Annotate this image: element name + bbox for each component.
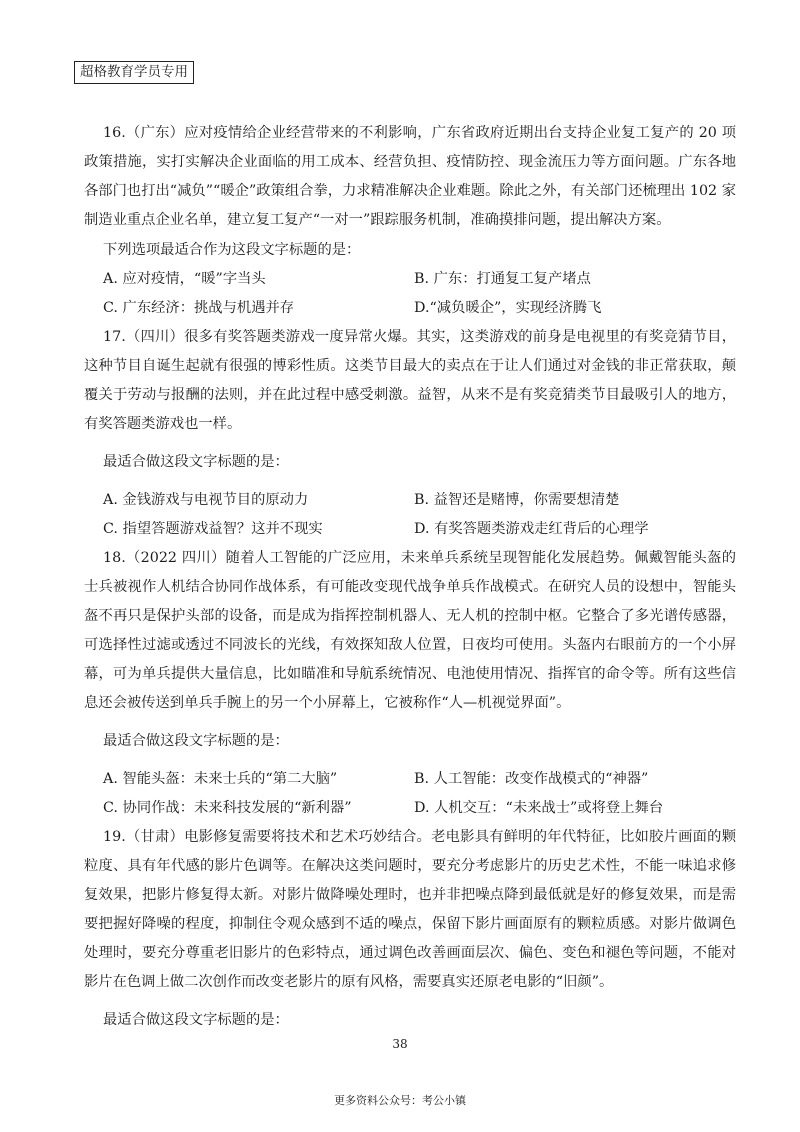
option-b: B. 广东：打通复工复产堵点 <box>414 271 591 287</box>
option-d: D.“减负暖企”，实现经济腾飞 <box>414 300 602 316</box>
question-16-options <box>103 265 736 323</box>
option-d: D. 人机交互：“未来战士”或将登上舞台 <box>414 800 664 816</box>
question-16-prompt: 下列选项最适合作为这段文字标题的是： <box>103 242 361 258</box>
question-18-options <box>103 765 736 823</box>
question-19-prompt: 最适合做这段文字标题的是： <box>103 1012 289 1028</box>
question-17-prompt: 最适合做这段文字标题的是： <box>103 454 289 470</box>
question-17-options <box>103 486 736 544</box>
question-17-text: 17.（四川）很多有奖答题类游戏一度异常火爆。其实，这类游戏的前身是电视里的有奖竞猜节目，这种节目自诞生起就有很强的博彩性质。这类节目最大的卖点在于让人们通过对金钱的非正常获取，颠覆关于劳动与报酬的法则，并在此过程中感受刺激。益智，从来不是有奖竞猜类节目最吸引人的地方，有奖答题类游戏也一样。 <box>84 329 736 432</box>
footer-text: 更多资料公众号：考公小镇 <box>334 1094 466 1107</box>
question-18-text: 18.（2022 四川）随着人工智能的广泛应用，未来单兵系统呈现智能化发展趋势。佩戴智能头盔的士兵被视作人机结合协同作战体系，有可能改变现代战争单兵作战模式。在研究人员的设想中，智能头盔不再只是保护头部的设备，而是成为指挥控制机器人、无人机的控制中枢。它整合了多光谱传感器，可选择性过滤或透过不同波长的光线，有效探知敌人位置，日夜均可使用。头盔内右眼前方的一个小屏幕，可为单兵提供大量信息，比如瞄准和导航系统情况、电池使用情况、指挥官的命令等。所有这些信息还会被传送到单兵手腕上的另一个小屏幕上，它被称作“人—机视觉界面”。 <box>84 550 736 711</box>
option-c: C. 协同作战：未来科技发展的“新利器” <box>103 800 352 816</box>
option-a: A. 智能头盔：未来士兵的“第二大脑” <box>103 771 338 787</box>
header-tag: 超格教育学员专用 <box>74 61 194 84</box>
option-b: B. 益智还是赌博，你需要想清楚 <box>414 492 620 508</box>
question-16-text: 16.（广东）应对疫情给企业经营带来的不利影响，广东省政府近期出台支持企业复工复产的 20 项政策措施，实打实解决企业面临的用工成本、经营负担、疫情防控、现金流压力等方面问题。广东各地各部门也打出“减负”“暖企”政策组合拳，力求精准解决企业难题。除此之外，有关部门还梳理出 102 家制造业重点企业名单，建立复工复产“一对一”跟踪服务机制，准确摸排问题，提出解决方案。 <box>84 125 736 228</box>
option-a: A. 金钱游戏与电视节目的原动力 <box>103 492 309 508</box>
page-number: 38 <box>392 1037 408 1051</box>
option-a: A. 应对疫情，“暖”字当头 <box>103 271 266 287</box>
page-content <box>84 119 736 1035</box>
option-c: C. 指望答题游戏益智？这并不现实 <box>103 521 323 537</box>
question-18-prompt: 最适合做这段文字标题的是： <box>103 733 289 749</box>
question-19-text: 19.（甘肃）电影修复需要将技术和艺术巧妙结合。老电影具有鲜明的年代特征，比如胶片画面的颗粒度、具有年代感的影片色调等。在解决这类问题时，要充分考虑影片的历史艺术性，不能一味追求修复效果，把影片修复得太新。对影片做降噪处理时，也并非把噪点降到最低就是好的修复效果，而是需要把握好降噪的程度，抑制住令观众感到不适的噪点，保留下影片画面原有的颗粒质感。对影片做调色处理时，要充分尊重老旧影片的色彩特点，通过调色改善画面层次、偏色、变色和褪色等问题，不能对影片在色调上做二次创作而改变老影片的原有风格，需要真实还原老电影的“旧颜”。 <box>84 829 736 990</box>
option-d: D. 有奖答题类游戏走红背后的心理学 <box>414 521 649 537</box>
option-c: C. 广东经济：挑战与机遇并存 <box>103 300 295 316</box>
option-b: B. 人工智能：改变作战模式的“神器” <box>414 771 649 787</box>
